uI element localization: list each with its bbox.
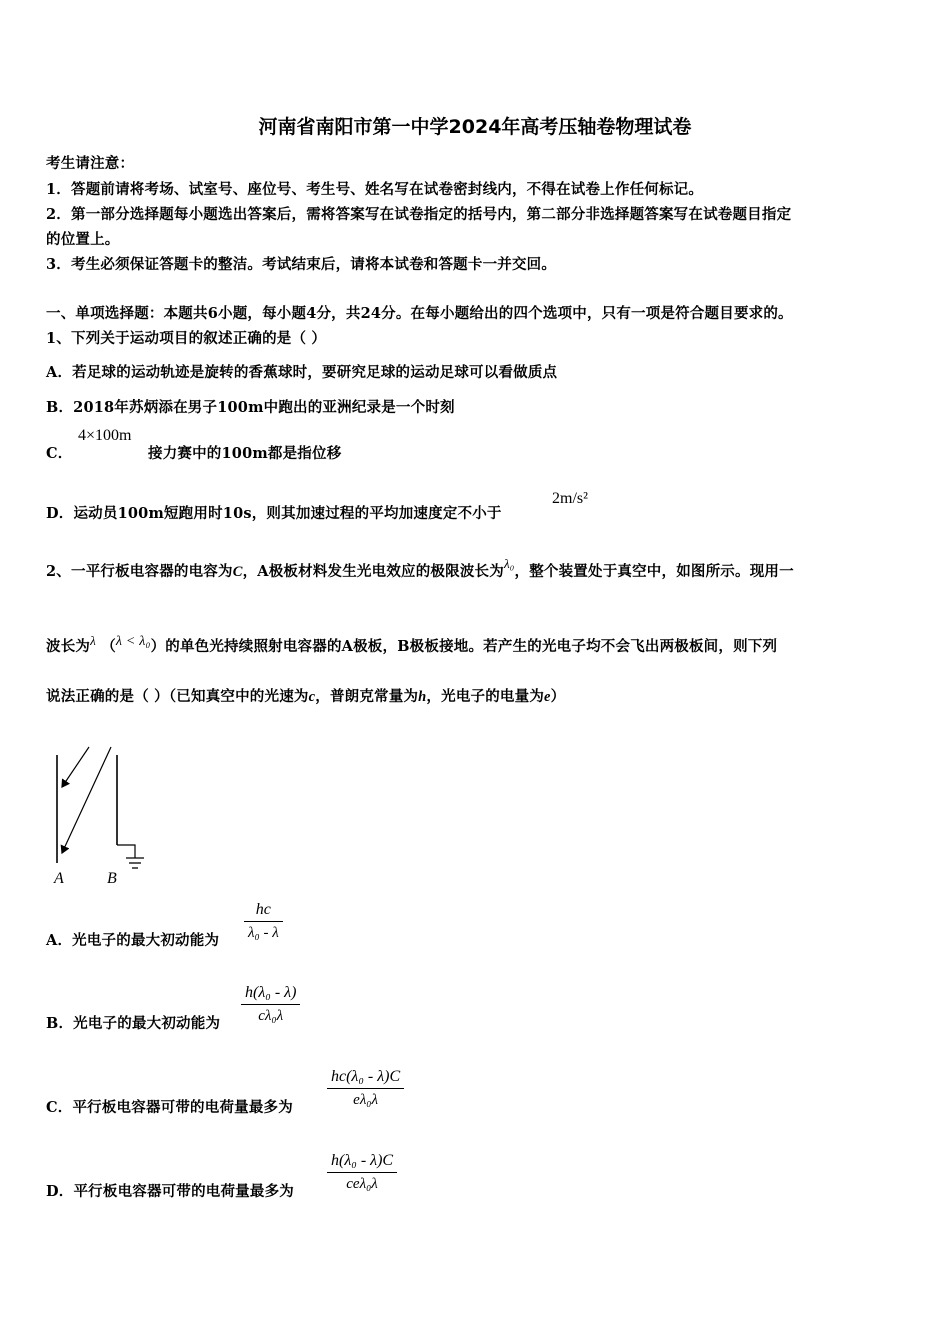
capacitance-symbol: C (232, 564, 243, 580)
question-1-stem: 1、下列关于运动项目的叙述正确的是（ ） (46, 330, 327, 347)
speed-of-light-symbol: c (308, 689, 316, 705)
notice-item: 1．答题前请将考场、试室号、座位号、考生号、姓名写在试卷密封线内，不得在试卷上作任何标记。 (46, 181, 704, 198)
stem-text: 说法正确的是（ ）（已知真空中的光速为 (46, 688, 309, 705)
q1-option-c-text: 接力赛中的100m都是指位移 (148, 445, 342, 462)
stem-text: 波长为 (46, 638, 91, 655)
planck-symbol: h (418, 689, 427, 705)
notice-heading: 考生请注意： (46, 155, 135, 172)
numerator: hc(λ₀ - λ)C (331, 1068, 401, 1085)
question-2-stem-line3 (46, 685, 565, 706)
denominator: eλ₀λ (327, 1088, 404, 1109)
notice-item: 3．考生必须保证答题卡的整洁。考试结束后，请将本试卷和答题卡一并交回。 (46, 256, 557, 273)
q2-option-b: B．光电子的最大初动能为 (46, 1015, 221, 1032)
numerator: h(λ₀ - λ) (245, 984, 297, 1001)
notice-item: 的位置上。 (46, 231, 120, 248)
question-2-stem-line2 (46, 635, 777, 656)
incident-light-ray (62, 747, 89, 787)
question-2-stem-line1 (46, 556, 794, 581)
stem-text: ）的单色光持续照射电容器的A极板，B极板接地。若产生的光电子均不会飞出两极板间，则下列 (150, 638, 778, 655)
lambda0-symbol: λ₀ (503, 556, 515, 571)
q1-option-a: A．若足球的运动轨迹是旋转的香蕉球时，要研究足球的运动足球可以看做质点 (46, 364, 558, 381)
q1-option-b: B．2018年苏炳添在男子100m中跑出的亚洲纪录是一个时刻 (46, 399, 455, 416)
charge-symbol: e (544, 689, 551, 705)
stem-text: ，光电子的电量为 (426, 688, 545, 705)
q1-option-c-math: 4×100m (78, 427, 132, 444)
stem-text: ，整个装置处于真空中，如图所示。现用一 (514, 563, 794, 580)
stem-text: 2、一平行板电容器的电容为 (46, 563, 233, 580)
q2-option-a: A．光电子的最大初动能为 (46, 932, 220, 949)
numerator: h(λ₀ - λ)C (331, 1152, 394, 1169)
q1-option-d-math: 2m/s² (552, 490, 588, 507)
plate-a-label: A (54, 870, 64, 887)
stem-text: ，A极板材料发生光电效应的极限波长为 (242, 563, 504, 580)
incident-light-ray (62, 747, 111, 853)
notice-item: 2．第一部分选择题每小题选出答案后，需将答案写在试卷指定的括号内，第二部分非选择题答案写在试卷题目指定 (46, 206, 792, 223)
q2-option-c: C．平行板电容器可带的电荷量最多为 (46, 1099, 293, 1116)
denominator: cλ₀λ (241, 1004, 300, 1025)
lambda-symbol: λ (90, 633, 96, 648)
ground-wire (117, 845, 135, 858)
denominator: ceλ₀λ (327, 1172, 397, 1193)
q1-option-c-label: C． (46, 445, 73, 462)
denominator: λ₀ - λ (244, 921, 283, 942)
q2-option-d-fraction (327, 1152, 397, 1193)
capacitor-diagram (40, 745, 160, 890)
stem-text: ，普朗克常量为 (315, 688, 419, 705)
q2-option-c-fraction (327, 1068, 404, 1109)
q2-option-d: D．平行板电容器可带的电荷量最多为 (46, 1183, 294, 1200)
numerator: hc (255, 901, 271, 918)
plate-b-label: B (107, 870, 117, 887)
q2-option-a-fraction (244, 901, 283, 942)
q2-option-b-fraction (241, 984, 300, 1025)
q1-option-d-text: D．运动员100m短跑用时10s，则其加速过程的平均加速度定不小于 (46, 505, 502, 522)
lambda-condition: λ < λ₀ (115, 634, 151, 649)
stem-text: ） (550, 688, 566, 705)
stem-text: （ (101, 638, 116, 655)
page-title: 河南省南阳市第一中学2024年高考压轴卷物理试卷 (258, 116, 692, 138)
section-heading: 一、单项选择题：本题共6小题，每小题4分，共24分。在每小题给出的四个选项中，只有一项是符合题目要求的。 (46, 305, 793, 322)
